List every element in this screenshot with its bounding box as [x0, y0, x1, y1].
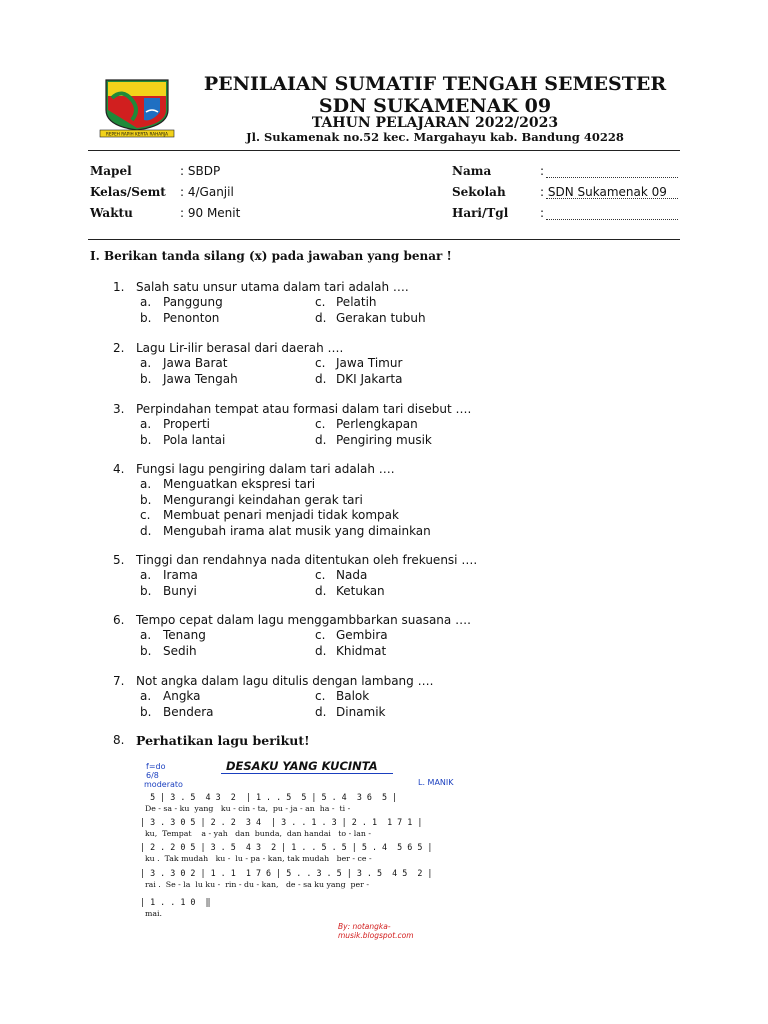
song-credit: By: notangka-musik.blogspot.com [338, 922, 414, 940]
option-letter-d: d. [315, 704, 327, 719]
question-text: Lagu Lir-ilir berasal dari daerah …. [136, 341, 344, 355]
option-letter-a: a. [140, 295, 152, 309]
option-letter-b: b. [140, 432, 152, 447]
hari-field[interactable] [546, 207, 678, 220]
option-letter-d: d. [315, 583, 327, 598]
option-letter-d: d. [315, 310, 327, 325]
option-letter-b: b. [140, 583, 152, 598]
option-letter-c: c. [315, 356, 326, 370]
option-letter-c: c. [315, 628, 326, 642]
school-address: Jl. Sukamenak no.52 kec. Margahayu kab. Bandung 40228 [246, 130, 624, 144]
hari-label: Hari/Tgl [452, 206, 509, 220]
option-a: Tenang [163, 628, 206, 642]
option-c: Jawa Timur [336, 356, 403, 370]
school-crest-logo [92, 76, 182, 138]
option-a: Jawa Barat [163, 356, 228, 370]
song-notes-row: | 3 . 3 0 5 | 2 . 2 3 4 | 3 . . 1 . 3 | 2 . 1 1 7 1 | [140, 817, 423, 827]
kelas-label: Kelas/Semt [90, 185, 166, 199]
question-text: Tinggi dan rendahnya nada ditentukan oleh frekuensi …. [136, 553, 478, 567]
question-number: 3. [113, 402, 125, 416]
option-d: Pengiring musik [336, 432, 432, 447]
option-d: Mengubah irama alat musik yang dimainkan [163, 523, 431, 538]
mapel-label: Mapel [90, 164, 132, 178]
mapel-value: : SBDP [180, 164, 221, 178]
option-letter-b: b. [140, 492, 152, 507]
sekolah-field [546, 186, 678, 199]
option-a: Properti [163, 417, 211, 431]
sekolah-label: Sekolah [452, 185, 506, 199]
song-score [136, 752, 466, 940]
kelas-value: : 4/Ganjil [180, 185, 234, 199]
sekolah-value: : SDN Sukamenak 09 [540, 185, 667, 199]
song-lyrics-row: ku . Tak mudah ku - lu - pa - kan, tak mudah ber - ce - [140, 854, 372, 863]
option-b: Mengurangi keindahan gerak tari [163, 492, 363, 507]
option-d: Dinamik [336, 704, 386, 719]
academic-year: TAHUN PELAJARAN 2022/2023 [311, 115, 559, 131]
option-c: Gembira [336, 628, 388, 642]
info-divider [88, 239, 680, 240]
nama-field[interactable] [546, 165, 678, 178]
section-instruction: I. Berikan tanda silang (x) pada jawaban yang benar ! [90, 249, 452, 263]
option-d: Ketukan [336, 583, 385, 598]
school-name: SDN SUKAMENAK 09 [318, 95, 552, 117]
question-number: 6. [113, 613, 125, 627]
song-tempo: moderato [144, 780, 183, 789]
option-d: Khidmat [336, 643, 387, 658]
question-text: Fungsi lagu pengiring dalam tari adalah …. [136, 462, 395, 476]
question-text: Salah satu unsur utama dalam tari adalah …. [136, 280, 409, 294]
option-letter-a: a. [140, 477, 152, 491]
option-letter-c: c. [140, 508, 151, 522]
option-c: Balok [336, 689, 370, 703]
nama-label: Nama [452, 164, 492, 178]
question-number: 2. [113, 341, 125, 355]
option-d: Gerakan tubuh [336, 310, 426, 325]
option-a: Menguatkan ekspresi tari [163, 477, 316, 491]
option-d: DKI Jakarta [336, 371, 403, 386]
song-lyrics-row: rai . Se - la lu ku - rin - du - kan, de - sa ku yang per - [140, 880, 369, 889]
song-meter: 6/8 [146, 771, 159, 780]
question-number: 1. [113, 280, 125, 294]
song-lyrics-row: ku, Tempat a - yah dan bunda, dan handai to - lan - [140, 829, 371, 838]
song-notes-row: | 3 . 3 0 2 | 1 . 1 1 7 6 | 5 . . 3 . 5 | 3 . 5 4 5 2 | [140, 868, 433, 878]
song-notes-row: | 1 . . 1 0 ‖ [140, 897, 211, 907]
option-letter-b: b. [140, 704, 152, 719]
option-letter-d: d. [140, 523, 152, 538]
waktu-label: Waktu [90, 206, 133, 220]
question-text: Not angka dalam lagu ditulis dengan lambang …. [136, 674, 434, 688]
hari-value: : [540, 206, 545, 220]
option-b: Sedih [163, 643, 197, 658]
option-letter-d: d. [315, 643, 327, 658]
exam-title: PENILAIAN SUMATIF TENGAH SEMESTER [203, 73, 667, 95]
option-a: Panggung [163, 295, 223, 309]
nama-value: : [540, 164, 545, 178]
option-letter-c: c. [315, 568, 326, 582]
song-notes-row: 5 | 3 . 5 4 3 2 | 1 . . 5 5 | 5 . 4 3 6 5 | [140, 792, 398, 802]
song-title: DESAKU YANG KUCINTA [226, 759, 378, 773]
waktu-value: : 90 Menit [180, 206, 241, 220]
option-a: Irama [163, 568, 198, 582]
option-c: Pelatih [336, 295, 377, 309]
song-lyrics-row: De - sa - ku yang ku - cin - ta, pu - ja - an ha - ti - [140, 804, 351, 813]
song-title-underline [221, 773, 393, 774]
question-8-number: 8. [113, 733, 125, 747]
song-key: f=do [146, 762, 166, 771]
question-text: Tempo cepat dalam lagu menggambbarkan suasana …. [136, 613, 471, 627]
option-c: Membuat penari menjadi tidak kompak [163, 508, 399, 522]
option-b: Pola lantai [163, 432, 226, 447]
option-letter-a: a. [140, 417, 152, 431]
option-letter-b: b. [140, 371, 152, 386]
question-number: 4. [113, 462, 125, 476]
option-c: Nada [336, 568, 368, 582]
option-letter-d: d. [315, 432, 327, 447]
option-b: Bunyi [163, 583, 197, 598]
option-letter-c: c. [315, 689, 326, 703]
question-number: 7. [113, 674, 125, 688]
option-letter-a: a. [140, 356, 152, 370]
logo-motto: REPEH RAPIH KERTA RAHARJA [105, 131, 169, 137]
option-b: Penonton [163, 310, 220, 325]
option-letter-a: a. [140, 568, 152, 582]
question-8-text: Perhatikan lagu berikut! [136, 733, 310, 748]
option-letter-c: c. [315, 295, 326, 309]
song-notes-row: | 2 . 2 0 5 | 3 . 5 4 3 2 | 1 . . 5 . 5 | 5 . 4 5 6 5 | [140, 842, 433, 852]
option-letter-a: a. [140, 628, 152, 642]
option-letter-c: c. [315, 417, 326, 431]
option-c: Perlengkapan [336, 417, 418, 431]
header-divider [88, 150, 680, 151]
option-b: Jawa Tengah [163, 371, 238, 386]
song-composer: L. MANIK [418, 778, 454, 787]
option-letter-d: d. [315, 371, 327, 386]
option-letter-a: a. [140, 689, 152, 703]
question-text: Perpindahan tempat atau formasi dalam tari disebut …. [136, 402, 472, 416]
question-number: 5. [113, 553, 125, 567]
song-lyrics-row: mai. [140, 909, 162, 918]
option-a: Angka [163, 689, 201, 703]
option-letter-b: b. [140, 310, 152, 325]
option-b: Bendera [163, 704, 214, 719]
option-letter-b: b. [140, 643, 152, 658]
